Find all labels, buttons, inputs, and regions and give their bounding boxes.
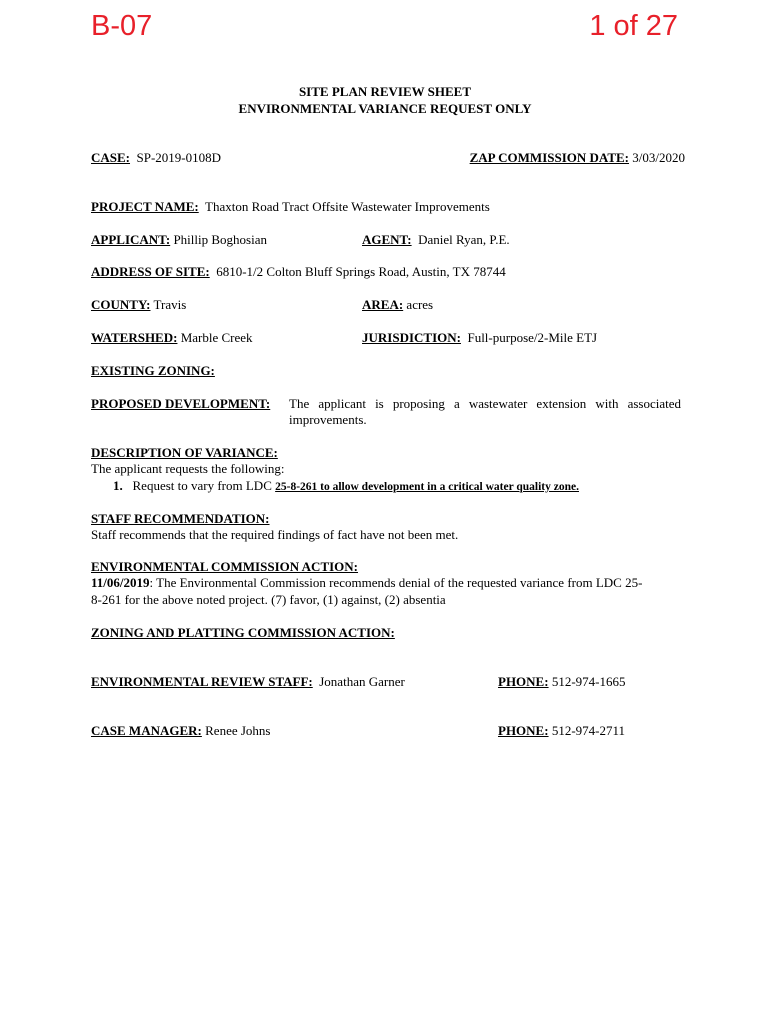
existing-zoning-row: [91, 363, 215, 379]
watershed-value: Marble Creek: [180, 330, 253, 345]
watershed-row: [91, 330, 253, 346]
zap-date-value: 3/03/2020: [632, 150, 685, 165]
variance-label: DESCRIPTION OF VARIANCE:: [91, 445, 278, 460]
area-row: [362, 297, 433, 313]
project-name-value: Thaxton Road Tract Offsite Wastewater Improvements: [205, 199, 490, 214]
county-row: [91, 297, 186, 313]
staff-recommendation-text: Staff recommends that the required findings of fact have not been met.: [91, 527, 459, 542]
case-manager-label: CASE MANAGER:: [91, 723, 202, 738]
staff-recommendation-label: STAFF RECOMMENDATION:: [91, 511, 270, 526]
applicant-label: APPLICANT:: [91, 232, 171, 247]
env-staff-phone: 512-974-1665: [551, 674, 626, 689]
jurisdiction-value: Full-purpose/2-Mile ETJ: [467, 330, 598, 345]
variance-label-row: [91, 445, 278, 461]
case-value: SP-2019-0108D: [136, 150, 222, 165]
jurisdiction-label: JURISDICTION:: [362, 330, 461, 345]
case-label: CASE:: [91, 150, 131, 165]
env-staff-phone-row: [498, 674, 625, 690]
proposed-development-line2: improvements.: [289, 412, 367, 427]
variance-item-text: Request to vary from LDC: [132, 478, 272, 493]
variance-item-number: 1.: [113, 478, 123, 493]
zap-date-label: ZAP COMMISSION DATE:: [469, 150, 630, 165]
proposed-development-label-text: PROPOSED DEVELOPMENT:: [91, 396, 271, 411]
applicant-row: [91, 232, 267, 248]
ec-action-label-row: [91, 559, 358, 575]
area-value: acres: [406, 297, 434, 312]
case-manager-phone: 512-974-2711: [551, 723, 625, 738]
county-label: COUNTY:: [91, 297, 151, 312]
env-staff-label: ENVIRONMENTAL REVIEW STAFF:: [91, 674, 313, 689]
zap-action-label: ZONING AND PLATTING COMMISSION ACTION:: [91, 625, 395, 640]
case-row: [91, 150, 221, 166]
jurisdiction-row: [362, 330, 597, 346]
area-label: AREA:: [362, 297, 404, 312]
agent-label: AGENT:: [362, 232, 412, 247]
project-name-row: [91, 199, 490, 215]
document-title: SITE PLAN REVIEW SHEET: [298, 84, 472, 99]
ec-action-line2: 8-261 for the above noted project. (7) favor, (1) against, (2) absentia: [91, 592, 446, 607]
ec-action-label: ENVIRONMENTAL COMMISSION ACTION:: [91, 559, 359, 574]
page-count-stamp: 1 of 27: [589, 10, 678, 42]
county-value: Travis: [153, 297, 187, 312]
staff-recommendation-label-row: [91, 511, 270, 527]
case-manager-phone-row: [498, 723, 625, 739]
address-value: 6810-1/2 Colton Bluff Springs Road, Austin, TX 78744: [216, 264, 506, 279]
watershed-label: WATERSHED:: [91, 330, 178, 345]
existing-zoning-label: EXISTING ZONING:: [91, 363, 215, 378]
page-stamp-id: B-07: [91, 10, 153, 42]
project-name-label: PROJECT NAME:: [91, 199, 199, 214]
ec-action-line1-text: : The Environmental Commission recommends denial of the requested variance from LDC 25-: [149, 575, 643, 590]
agent-value: Daniel Ryan, P.E.: [418, 232, 510, 247]
ec-action-date: 11/06/2019: [91, 575, 150, 590]
env-staff-phone-label: PHONE:: [498, 674, 549, 689]
proposed-development-line1: The applicant is proposing a wastewater extension with associated: [289, 396, 681, 411]
variance-intro: The applicant requests the following:: [91, 461, 285, 476]
env-staff-row: [91, 674, 405, 690]
proposed-development-label: [91, 396, 270, 412]
zap-date-row: [470, 150, 685, 166]
ec-action-line1: [91, 575, 642, 591]
env-staff-value: Jonathan Garner: [319, 674, 405, 689]
address-row: [91, 264, 506, 280]
address-label: ADDRESS OF SITE:: [91, 264, 210, 279]
variance-item-emphasis: 25-8-261 to allow development in a critical water quality zone.: [275, 481, 579, 493]
case-manager-row: [91, 723, 270, 739]
case-manager-phone-label: PHONE:: [498, 723, 549, 738]
case-manager-value: Renee Johns: [205, 723, 271, 738]
variance-item: [113, 478, 579, 495]
zap-action-row: [91, 625, 395, 641]
applicant-value: Phillip Boghosian: [173, 232, 267, 247]
document-subtitle: ENVIRONMENTAL VARIANCE REQUEST ONLY: [238, 101, 532, 116]
agent-row: [362, 232, 510, 248]
